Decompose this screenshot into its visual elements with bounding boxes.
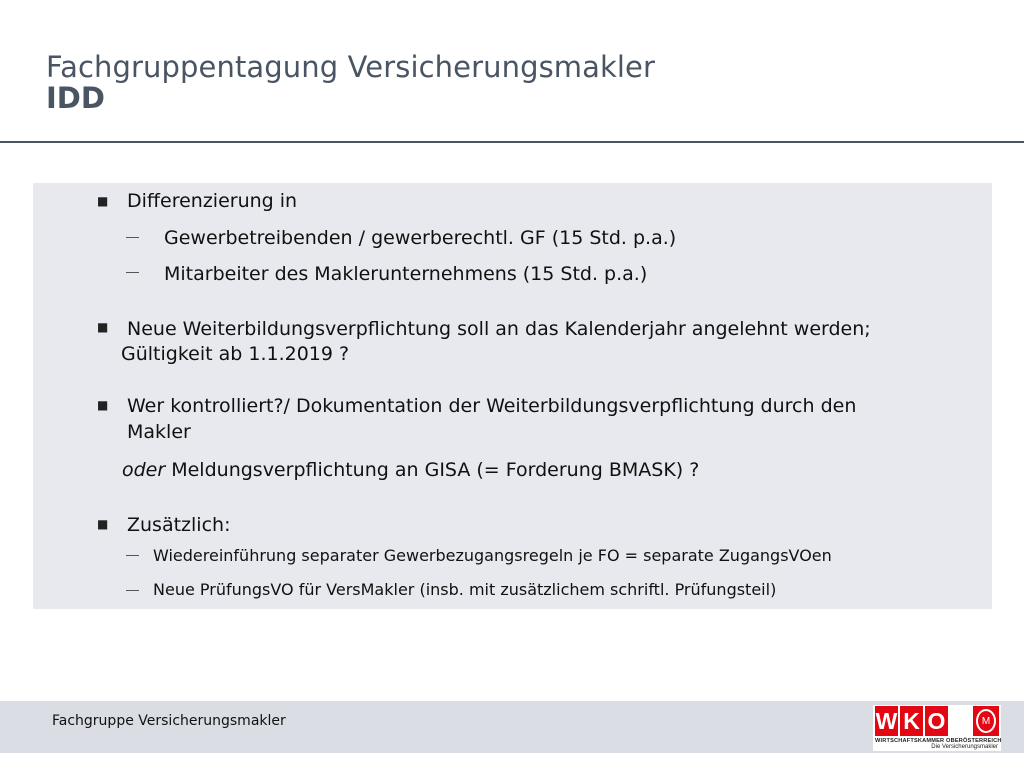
square-bullet-icon: ■ (97, 398, 109, 412)
list-item-kontrolle-cont: Makler (127, 421, 191, 443)
list-item-weiterbildung-cont: Gültigkeit ab 1.1.2019 ? (121, 343, 350, 365)
slide-title (46, 52, 655, 114)
sub-item-gewerbetreibende: Gewerbetreibenden / gewerberechtl. GF (15 Std. p.a.) (164, 227, 677, 249)
wko-logo (873, 705, 1001, 751)
logo-letter-w: W (875, 706, 898, 736)
title-divider (0, 141, 1024, 143)
sub-item-gewerbezugang: Wiedereinführung separater Gewerbezugangsregeln je FO = separate ZugangsVOen (153, 546, 832, 565)
footer-bar (0, 701, 1024, 753)
list-item-kontrolle-alt (122, 459, 699, 481)
list-item-differenzierung: Differenzierung in (127, 190, 298, 212)
logo-subtitle: Die Versicherungsmakler (931, 744, 998, 750)
square-bullet-icon: ■ (97, 517, 109, 531)
sub-item-mitarbeiter: Mitarbeiter des Maklerunternehmens (15 Std. p.a.) (164, 263, 648, 285)
list-item-zusaetzlich: Zusätzlich: (127, 514, 231, 536)
sub-item-pruefungsvo: Neue PrüfungsVO für VersMakler (insb. mit zusätzlichem schriftl. Prüfungsteil) (153, 580, 777, 599)
square-bullet-icon: ■ (97, 194, 109, 208)
makler-emblem-icon (973, 706, 999, 736)
italic-oder: oder (122, 459, 166, 481)
logo-letter-k: K (900, 706, 923, 736)
dash-icon (126, 555, 139, 556)
list-item-weiterbildung: Neue Weiterbildungsverpflichtung soll an das Kalenderjahr angelehnt werden; (127, 318, 871, 340)
title-line-main: Fachgruppentagung Versicherungsmakler (46, 50, 656, 84)
meldungsverpflichtung-text: Meldungsverpflichtung an GISA (= Forderung BMASK) ? (165, 459, 700, 481)
footer-label: Fachgruppe Versicherungsmakler (52, 713, 286, 729)
dash-icon (126, 272, 139, 273)
dash-icon (126, 590, 139, 591)
dash-icon (126, 237, 139, 238)
square-bullet-icon: ■ (97, 320, 109, 334)
list-item-kontrolle: Wer kontrolliert?/ Dokumentation der Weiterbildungsverpflichtung durch den (127, 395, 857, 417)
logo-chamber-name: WIRTSCHAFTSKAMMER OBERÖSTERREICH (875, 738, 1002, 744)
emblem-letter: M (976, 709, 996, 733)
title-line-sub: IDD (46, 81, 105, 115)
logo-letter-o: O (925, 706, 948, 736)
content-panel (33, 183, 992, 609)
